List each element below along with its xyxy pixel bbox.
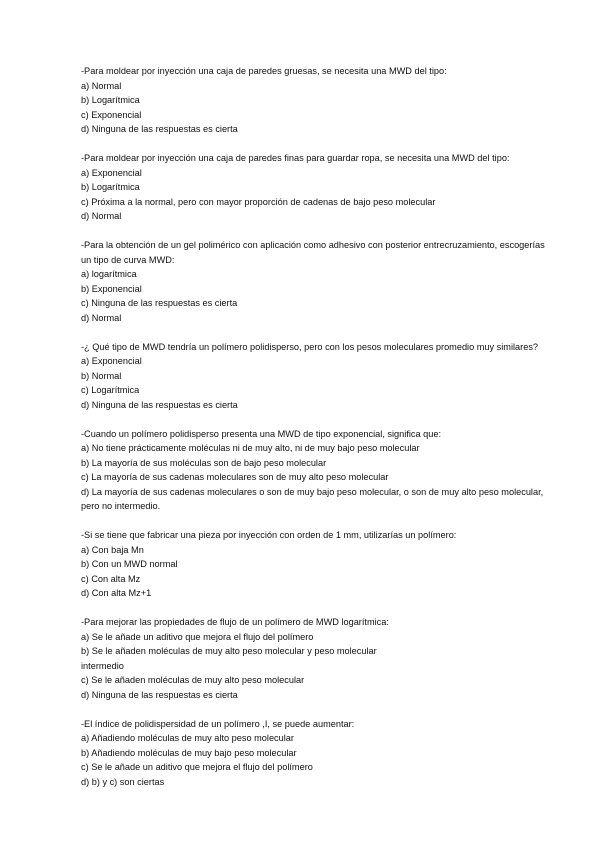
answer-option: c) Logarítmica [81, 385, 140, 395]
question-5 [81, 427, 551, 514]
answer-option: b) Se le añaden moléculas de muy alto peso molecular y peso molecular [81, 646, 377, 656]
answer-option: a) Normal [81, 80, 122, 91]
answer-option: a) Exponencial [81, 356, 142, 366]
answer-option: a) Añadiendo moléculas de muy alto peso molecular [81, 733, 294, 743]
answer-option: b) Exponencial [81, 283, 142, 294]
answer-option: d) b) y c) son ciertas [81, 776, 165, 787]
question-stem: -¿ Qué tipo de MWD tendría un polímero polidisperso, pero con los pesos moleculares promedio muy similares? [81, 341, 539, 352]
answer-option: c) Exponencial [81, 109, 142, 120]
answer-option: b) Logarítmica [81, 95, 140, 105]
answer-option: c) Próxima a la normal, pero con mayor proporción de cadenas de bajo peso molecular [81, 196, 436, 207]
question-stem: -El índice de polidispersidad de un polímero ,I, se puede aumentar: [81, 718, 355, 729]
question-6 [81, 528, 551, 601]
answer-option: c) La mayoría de sus cadenas moleculares son de muy alto peso molecular [81, 472, 389, 482]
question-4 [81, 340, 551, 413]
answer-option: d) Ninguna de las respuestas es cierta [81, 124, 238, 134]
answer-option: b) Logarítmica [81, 182, 140, 192]
question-stem: -Para moldear por inyección una caja de paredes gruesas, se necesita una MWD del tipo: [81, 66, 447, 76]
answer-option: d) Ninguna de las respuestas es cierta [81, 689, 238, 700]
answer-option: c) Con alta Mz [81, 573, 141, 584]
question-stem: -Si se tiene que fabricar una pieza por inyección con orden de 1 mm, utilizarías un polímero: [81, 530, 457, 540]
answer-option: a) logarítmica [81, 269, 137, 279]
answer-option: a) No tiene prácticamente moléculas ni de muy alto, ni de muy bajo peso molecular [81, 443, 420, 453]
question-3 [81, 238, 551, 325]
answer-option: d) La mayoría de sus cadenas moleculares o son de muy bajo peso molecular, o son de muy alto peso molecular, pero no intermedio. [81, 486, 544, 511]
answer-option: b) Normal [81, 370, 122, 381]
answer-option: c) Ninguna de las respuestas es cierta [81, 298, 238, 308]
question-stem: -Cuando un polímero polidisperso presenta una MWD de tipo exponencial, significa que: [81, 428, 442, 439]
question-8 [81, 717, 551, 790]
question-stem: -Para la obtención de un gel polimérico con aplicación como adhesivo con posterior entrecruzamiento, escogerías un tipo de curva MWD: [81, 240, 545, 265]
answer-option: d) Con alta Mz+1 [81, 588, 152, 598]
question-1 [81, 64, 551, 137]
question-stem: -Para mejorar las propiedades de flujo de un polímero de MWD logarítmica: [81, 617, 389, 627]
question-list [81, 64, 551, 804]
answer-option: a) Se le añade un aditivo que mejora el flujo del polímero [81, 631, 314, 642]
answer-option: a) Con baja Mn [81, 544, 144, 555]
answer-option: b) Añadiendo moléculas de muy bajo peso molecular [81, 747, 297, 758]
question-2 [81, 151, 551, 224]
answer-option: b) Con un MWD normal [81, 559, 178, 569]
question-7 [81, 615, 551, 702]
question-stem: -Para moldear por inyección una caja de paredes finas para guardar ropa, se necesita una MWD del tipo: [81, 153, 510, 163]
answer-option: c) Se le añaden moléculas de muy alto peso molecular [81, 675, 305, 685]
answer-option: d) Normal [81, 312, 122, 323]
answer-option: b) La mayoría de sus moléculas son de bajo peso molecular [81, 457, 327, 468]
answer-option: a) Exponencial [81, 167, 142, 178]
answer-option: d) Normal [81, 211, 122, 221]
answer-option-continuation: intermedio [81, 660, 124, 671]
answer-option: c) Se le añade un aditivo que mejora el flujo del polímero [81, 762, 313, 772]
answer-option: d) Ninguna de las respuestas es cierta [81, 399, 238, 410]
